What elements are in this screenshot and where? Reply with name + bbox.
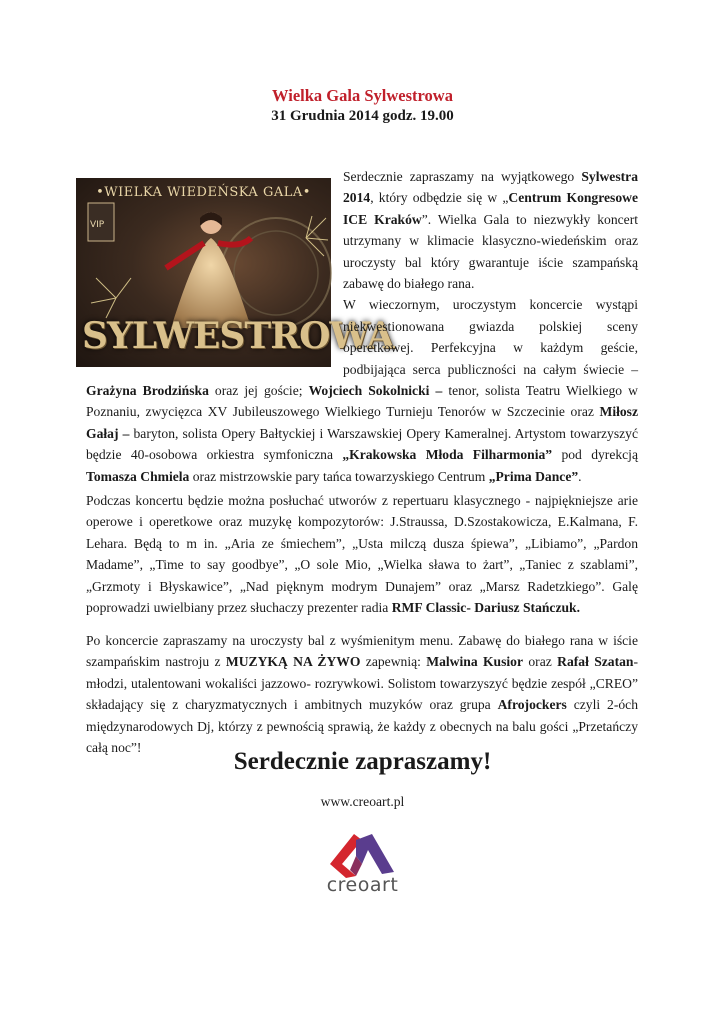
bold-run: Tomasza Chmiela	[86, 468, 190, 484]
bold-run: Grażyna Brodzińska	[86, 383, 209, 399]
bold-run: „Prima Dance”	[488, 468, 579, 484]
text-run: Serdecznie zapraszamy na wyjątkowego	[343, 169, 582, 184]
text-run: W wieczornym, uroczystym koncercie wystąpi niekwestionowana gwiazda polskiej sceny operetkowej. Perfekcyjna w każdym geście, podbijająca serca publiczności na całym świecie –	[343, 297, 638, 377]
bold-run: Miłosz Gałaj –	[86, 404, 638, 441]
bold-run: Wojciech Sokolnicki –	[308, 383, 443, 399]
bold-run: Malwina Kusior	[426, 654, 524, 670]
text-run: zapewnią:	[360, 654, 427, 670]
text-run: Po koncercie zapraszamy na uroczysty bal z wyśmienitym menu. Zabawę do białego rana w iście szampańskim nastroju z	[86, 633, 638, 670]
text-run: ”. Wielka Gala to niezwykły koncert utrzymany w klimacie klasyczno-wiedeńskim oraz uroczysty bal który gwarantuje iście szampańską zabawę do białego rana.	[343, 211, 638, 292]
text-run: oraz mistrzowskie pary tańca towarzyskiego Centrum	[189, 468, 489, 484]
bold-run: Rafał Szatan	[557, 654, 634, 670]
text-run: - młodzi, utalentowani wokaliści jazzowo- rozrywkowi. Solistom towarzyszyć będzie zespół „CREO” składający się z charyzmatycznych i ambitnych muzyków oraz grupa	[86, 654, 638, 713]
bold-run: RMF Classic- Dariusz Stańczuk.	[391, 600, 581, 616]
website-link[interactable]: www.creoart.pl	[320, 794, 405, 809]
intro-paragraph	[86, 166, 638, 487]
text-run: pod dyrekcją	[552, 447, 638, 463]
logo-wordmark: creoart	[326, 874, 399, 896]
bold-run: MUZYKĄ NA ŻYWO	[225, 654, 361, 670]
text-run: Podczas koncertu będzie można posłuchać utworów z repertuaru klasycznego - najpiękniejsze arie operowe i operetkowe oraz muzykę kompozytorów: J.Straussa, D.Szostakowicza, E.Kalmana, F. Lehara. Będą to m in. „Aria ze śmiechem”, „Usta milczą dusza śpiewa”, „Libiamo”, „Pardon Madame”, „Time to say goodbye”, „O sole Mio, „Wielka sława to żart”, „Taniec z szablami”, „Grzmoty i Błyskawice”, „Nad pięknym modrym Dunajem” oraz „Marsz Radetzkiego”. Galę poprowadzi uwielbiany przez słuchaczy prezenter radia	[86, 493, 638, 616]
bold-run: Sylwestra 2014	[343, 169, 638, 206]
poster-top-text: •WIELKA WIEDEŃSKA GALA•	[96, 185, 311, 200]
bold-run: Afrojockers	[497, 697, 567, 713]
text-run: tenor, solista Teatru Wielkiego w Poznaniu, zwycięzca XV Jubileuszowego Wielkiego Turnieju Tenorów w Szczecinie oraz	[86, 383, 638, 420]
image-spacer	[86, 166, 343, 378]
bold-run: Centrum Kongresowe ICE Kraków	[343, 190, 638, 227]
text-run: , który odbędzie się w „	[370, 190, 509, 206]
poster-vip-badge: VIP	[90, 220, 105, 230]
event-date: 31 Grudnia 2014 godz. 19.00	[271, 108, 454, 124]
text-run: czyli 2-óch międzynarodowych Dj, którzy z pewnością sprawią, że każdy z obecnych na balu gości „Przetańczy całą noc”!	[86, 697, 638, 756]
repertoire-paragraph	[86, 490, 638, 618]
text-run: oraz	[523, 654, 558, 670]
text-run: .	[578, 468, 582, 484]
bold-run: „Krakowska Młoda Filharmonia”	[342, 447, 553, 463]
poster-main-text: SYLWESTROWA	[82, 315, 394, 357]
text-run: oraz jej goście;	[208, 383, 309, 399]
event-title: Wielka Gala Sylwestrowa	[272, 86, 453, 105]
invitation-slogan: Serdecznie zapraszamy!	[233, 748, 492, 775]
text-run: baryton, solista Opery Bałtyckiej i Warszawskiej Opery Kameralnej. Artystom towarzyszyć będzie 40-osobowa orkiestra symfoniczna	[86, 425, 639, 463]
ball-paragraph	[86, 630, 638, 758]
